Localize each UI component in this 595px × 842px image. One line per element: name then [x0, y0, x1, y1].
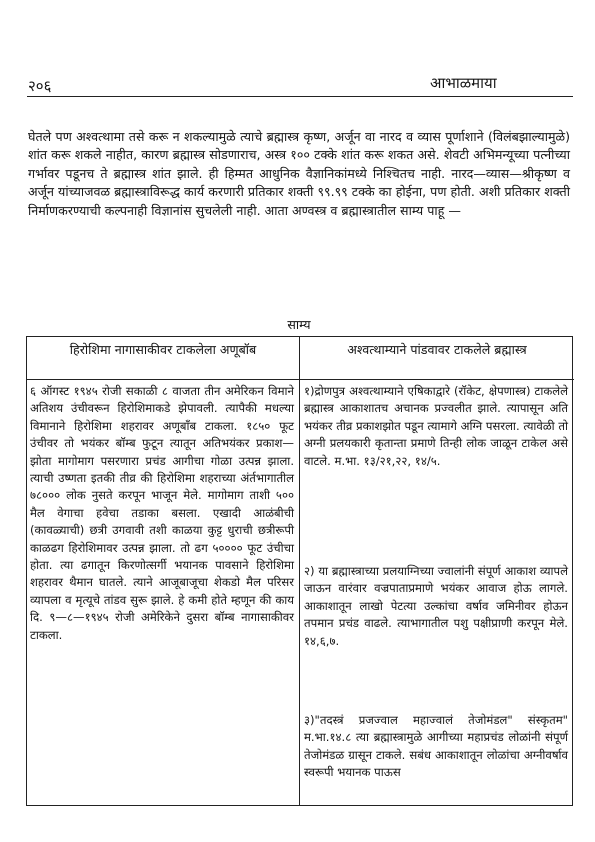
table-caption: साम्य: [287, 317, 311, 332]
left-column-text: ६ ऑगस्ट १९४५ रोजी सकाळी ८ वाजता तीन अमेरिकन विमाने अतिशय उंचीवरून हिरोशिमाकडे झेपावली. त्यापैकी मधल्या विमानाने हिरोशिमा शहरावर अणूबॉंब टाकला. १८५० फूट उंचीवर तो भयंकर बॉम्ब फुटून त्यातून अतिभयंकर प्रकाश— झोता मागोमाग पसरणारा प्रचंड आगीचा गोळा उत्पन्न झाला. त्याची उष्णता इतकी तीव्र की हिरोशिमा शहराच्या अंर्तभागातील ७८००० लोक नुसते करपून भाजून मेले. मागोमाग ताशी ५०० मैल वेगाचा हवेचा तडाका बसला. एखादी आळंबीची (कावळ्याची) छत्री उगवावी तशी काळया कुट्ट धुराची छत्रीरूपी काळढग हिरोशिमावर उत्पन्न झाला. तो ढग ५०००० फूट उंचीचा होता. त्या ढगातून किरणोत्सर्गी भयानक पावसाने हिरोशिमा शहरावर थैमान घातले. त्याने आजूबाजूचा शेकडो मैल परिसर व्यापला व मृत्यूचे तांडव सुरू झाले. हे कमी होते म्हणून की काय दि. ९—८—१९४५ रोजी अमेरिकेने दुसरा बॉम्ब नागासाकीवर टाकला.: [30, 384, 294, 642]
right-column-text-2: २) या ब्रह्मास्त्राच्या प्रलयाग्निच्या ज्वालांनी संपूर्ण आकाश व्यापले जाऊन वारंवार वज्रपाताप्रमाणे भयंकर आवाज होऊ लागले. आकाशातून लाखो पेटत्या उल्कांचा वर्षाव जमिनीवर होऊन तपमान प्रचंड वाढले. त्याभागातील पशु पक्षीप्राणी करपून मेले. १४,६,७.: [304, 564, 568, 648]
right-column-text-1: १)द्रोणपुत्र अश्वत्थाम्याने एषिकाद्वारे (रॉकेट, क्षेपणास्त्र) टाकलेले ब्रह्मास्त्र आकाशातच अचानक प्रज्वलीत झाले. त्यापासून अति भयंकर तीव्र प्रकाशझोत पडून त्यामागे अग्नि पसरला. त्यावेळी तो अग्नी प्रलयकारी कृतान्ता प्रमाणे तिन्ही लोक जाळून टाकेल असे वाटले. म.भा. १३/२१,२२, १४/५.: [304, 384, 568, 468]
comparison-table: [26, 336, 573, 806]
left-column-header: हिरोशिमा नागासाकीवर टाकलेला अणूबॉब: [69, 342, 257, 357]
right-column-text-3: ३)"तदस्त्रं प्रजज्वाल महाज्वालं तेजोमंडल" संस्कृतम" म.भा.१४.८ त्या ब्रह्मास्त्रामुळे आगीच्या महाप्रचंड लोळांनी संपूर्ण तेजोमंडळ ग्रासून टाकले. सबंध आकाशातून लोळांचा अग्नीवर्षाव स्वरूपी भयानक पाऊस: [304, 713, 568, 780]
column-divider: [299, 337, 300, 805]
page-number: २०६: [28, 77, 52, 95]
running-title: आभाळमाया: [430, 74, 497, 92]
header-rule: [27, 96, 573, 97]
right-column-header: अश्वत्थाम्याने पांडवावर टाकलेले ब्रह्मास्त्र: [347, 342, 527, 357]
body-paragraph: घेतले पण अश्वत्थामा तसे करू न शकल्यामुळे त्याचे ब्रह्मास्त्र कृष्ण, अर्जून वा नारद व व्यास पूर्णाशाने (विलंबझाल्यामुळे) शांत करू शकले नाहीत, कारण ब्रह्मास्त्र सोडणाराच, अस्त्र १०० टक्के शांत करू शकत असे. शेवटी अभिमन्यूच्या पत्नीच्या गर्भावर पडूनच ते ब्रह्मास्त्र शांत झाले. ही हिम्मत आधुनिक वैज्ञानिकांमध्ये निश्चितच नाही. नारद—व्यास—श्रीकृष्ण व अर्जून यांच्याजवळ ब्रह्मास्त्राविरूद्ध कार्य करणारी प्रतिकार शक्ती ९९.९९ टक्के का होईना, पण होती. अशी प्रतिकार शक्ती निर्माणकरण्याची कल्पनाही विज्ञानांस सुचलेली नाही. आता अण्वस्त्र व ब्रह्मास्त्रातील साम्य पाहू —: [28, 129, 570, 218]
header-divider-left: [27, 379, 299, 380]
header-divider-right: [299, 379, 574, 380]
